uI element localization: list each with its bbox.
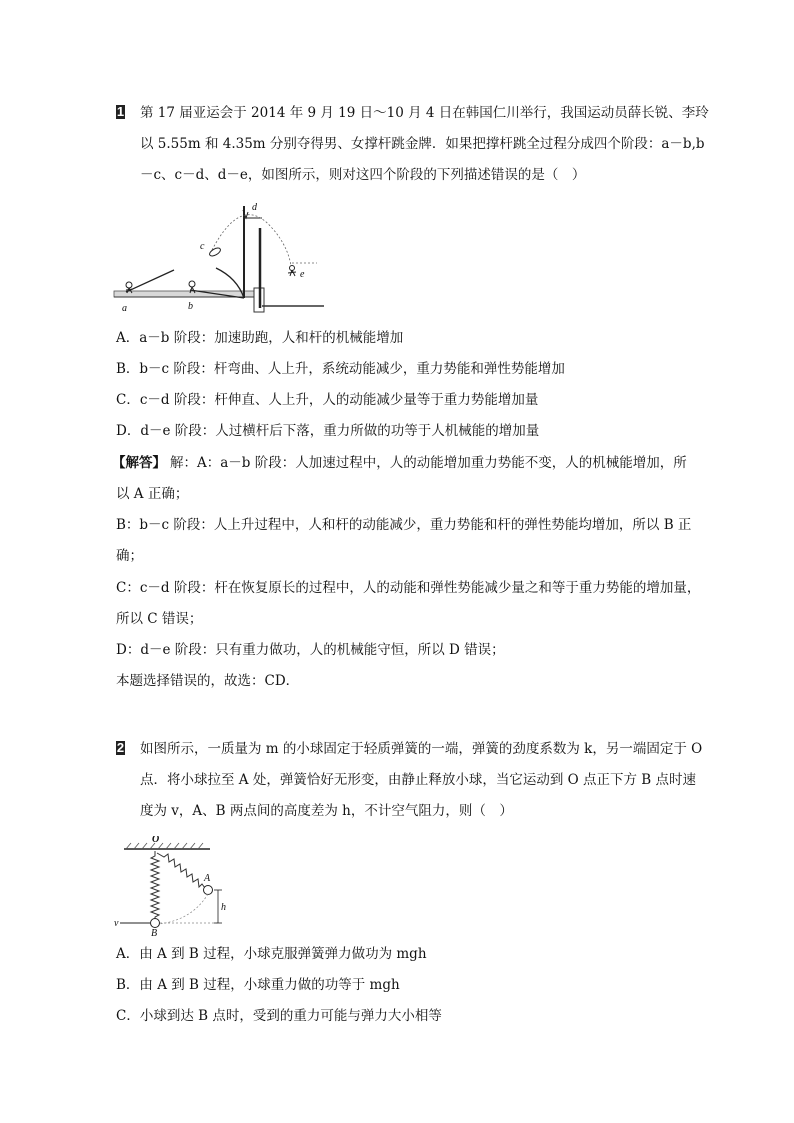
q1-answer-line-5: C：c－d 阶段：杆在恢复原长的过程中，人的动能和弹性势能减少量之和等于重力势能的增加量， (116, 580, 701, 596)
q1-option-c: C．c－d 阶段：杆伸直、人上升，人的动能减少量等于重力势能增加量 (116, 392, 539, 408)
q1-stem-line-3: －c、c－d、d－e，如图所示，则对这四个阶段的下列描述错误的是（ ） (140, 167, 586, 183)
q1-stem-line-1: 第 17 届亚运会于 2014 年 9 月 19 日～10 月 4 日在韩国仁川举行，我国运动员薛长锐、李玲 (140, 105, 709, 121)
fig1-label-e: e (300, 269, 305, 280)
q1-answer-line-1: 解：A：a－b 阶段：人加速过程中，人的动能增加重力势能不变，人的机械能增加，所 (170, 455, 687, 471)
q2-option-a: A．由 A 到 B 过程，小球克服弹簧弹力做功为 mgh (116, 946, 427, 962)
fig1-label-a: a (122, 303, 127, 314)
q2-option-b: B．由 A 到 B 过程，小球重力做的功等于 mgh (116, 977, 400, 993)
q2-option-c: C．小球到达 B 点时，受到的重力可能与弹力大小相等 (116, 1008, 442, 1024)
q2-stem-line-3: 度为 v，A、B 两点间的高度差为 h，不计空气阻力，则（ ） (140, 803, 513, 819)
fig2-label-O: O (152, 836, 160, 845)
fig1-label-c: c (200, 241, 205, 252)
question-number-1: 1 (116, 104, 125, 119)
q1-answer-tag: 【解答】 (112, 455, 166, 471)
q1-answer-line-7: D：d－e 阶段：只有重力做功，人的机械能守恒，所以 D 错误； (116, 642, 505, 658)
fig2-label-v: v (114, 918, 119, 929)
q2-stem-line-2: 点．将小球拉至 A 处，弹簧恰好无形变，由静止释放小球，当它运动到 O 点正下方 B 点时速 (140, 772, 696, 788)
q1-answer-line-8: 本题选择错误的，故选：CD． (116, 673, 300, 689)
fig1-label-b: b (188, 301, 193, 312)
q1-option-b: B．b－c 阶段：杆弯曲、人上升，系统动能减少，重力势能和弹性势能增加 (116, 361, 565, 377)
fig1-label-d: d (252, 202, 257, 213)
pole-vault-figure (112, 198, 332, 318)
fig2-label-h: h (221, 902, 226, 913)
q1-answer-line-4: 确； (116, 548, 143, 564)
fig2-label-A: A (204, 873, 211, 884)
q1-answer-line-2: 以 A 正确； (116, 486, 189, 502)
q1-answer-line-3: B：b－c 阶段：人上升过程中，人和杆的动能减少，重力势能和杆的弹性势能均增加，所以 B 正 (116, 517, 692, 533)
q1-option-d: D．d－e 阶段：人过横杆后下落，重力所做的功等于人机械能的增加量 (116, 423, 540, 439)
q1-answer-line-6: 所以 C 错误； (116, 611, 203, 627)
q1-option-a: A．a－b 阶段：加速助跑，人和杆的机械能增加 (116, 330, 404, 346)
question-number-2: 2 (116, 740, 125, 755)
q1-stem-line-2: 以 5.55m 和 4.35m 分别夺得男、女撑杆跳金牌．如果把撑杆跳全过程分成四个阶段：a－b,b (140, 136, 705, 152)
spring-pendulum-figure (112, 836, 242, 936)
q2-stem-line-1: 如图所示，一质量为 m 的小球固定于轻质弹簧的一端，弹簧的劲度系数为 k，另一端固定于 O (140, 741, 703, 757)
fig2-label-B: B (151, 928, 158, 936)
